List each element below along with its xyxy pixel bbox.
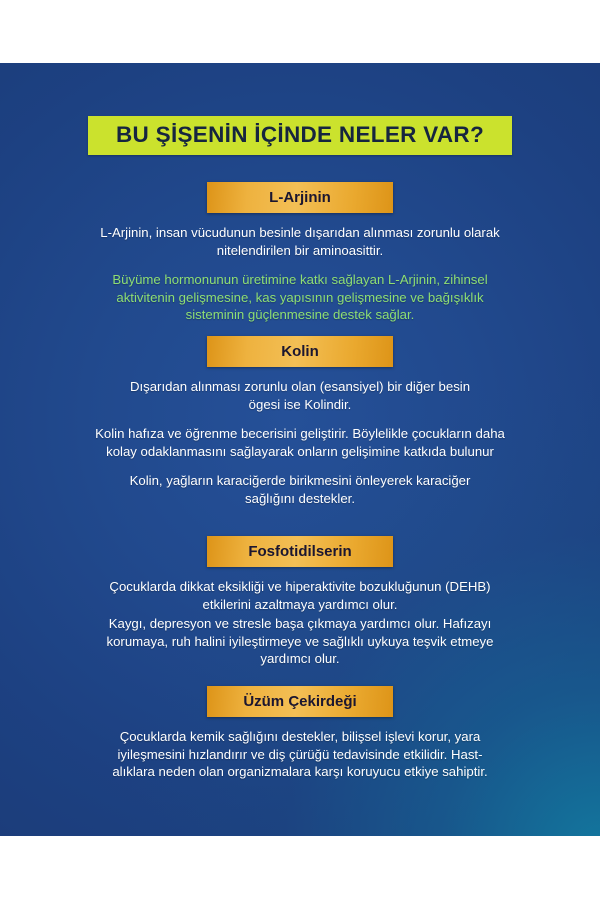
badge-label: L-Arjinin — [269, 189, 331, 206]
paragraph: Çocuklarda kemik sağlığını destekler, bilişsel işlevi korur, yara iyileşmesini hızlandırır ve diş çürüğü tedavisinde etkilidir. Hast- — [117, 729, 483, 762]
badge-kolin[interactable] — [207, 336, 393, 367]
panel-content — [0, 63, 600, 836]
paragraph: Dışarıdan alınması zorunlu olan (esansiyel) bir diğer besin ögesi ise Kolindir. — [129, 379, 471, 412]
paragraph: L-Arjinin, insan vücudunun besinle dışarıdan alınması zorunlu olarak nitelendirilen bir aminoasittir. — [100, 225, 500, 258]
page-title-banner — [88, 116, 512, 155]
section-body — [95, 367, 505, 507]
paragraph: Çocuklarda dikkat eksikliği ve hiperaktivite bozukluğunun (DEHB) etkilerini azaltmaya yardımcı olur. — [109, 579, 491, 612]
section-body — [88, 213, 512, 324]
section-body — [100, 717, 500, 781]
bottom-margin — [0, 836, 600, 900]
paragraph: Büyüme hormonunun üretimine katkı sağlayan L-Arjinin, zihinsel aktivitenin gelişmesine, kas yapısının gelişmesine ve bağışıklık sisteminin güçlenmesine destek sağlar. — [112, 272, 488, 322]
section-body — [84, 567, 516, 668]
section-l-arjinin — [0, 182, 600, 324]
paragraph: Kaygı, depresyon ve stresle başa çıkmaya yardımcı olur. Hafızayı korumaya, ruh halini iyileştirmeye ve sağlıklı uykuya teşvik etmeye yardımcı olur. — [106, 616, 494, 666]
badge-label: Fosfotidilserin — [248, 543, 352, 560]
ingredients-panel — [0, 63, 600, 836]
paragraph: alıklara neden olan organizmalara karşı koruyucu etkiye sahiptir. — [112, 764, 488, 779]
paragraph: Kolin, yağların karaciğerde birikmesini önleyerek karaciğer sağlığını destekler. — [129, 473, 471, 506]
badge-uzum-cekirdegi[interactable] — [207, 686, 393, 717]
badge-fosfotidilserin[interactable] — [207, 536, 393, 567]
badge-l-arjinin[interactable] — [207, 182, 393, 213]
section-uzum-cekirdegi — [0, 686, 600, 781]
top-margin — [0, 0, 600, 63]
badge-label: Üzüm Çekirdeği — [243, 693, 357, 710]
section-fosfotidilserin — [0, 536, 600, 668]
page-title: BU ŞİŞENİN İÇİNDE NELER VAR? — [115, 122, 484, 148]
paragraph: Kolin hafıza ve öğrenme becerisini geliştirir. Böylelikle çocukların daha kolay odaklanmasını sağlayarak onların gelişimine katkıda bulunur — [95, 426, 505, 459]
section-kolin — [0, 336, 600, 507]
badge-label: Kolin — [281, 343, 319, 360]
